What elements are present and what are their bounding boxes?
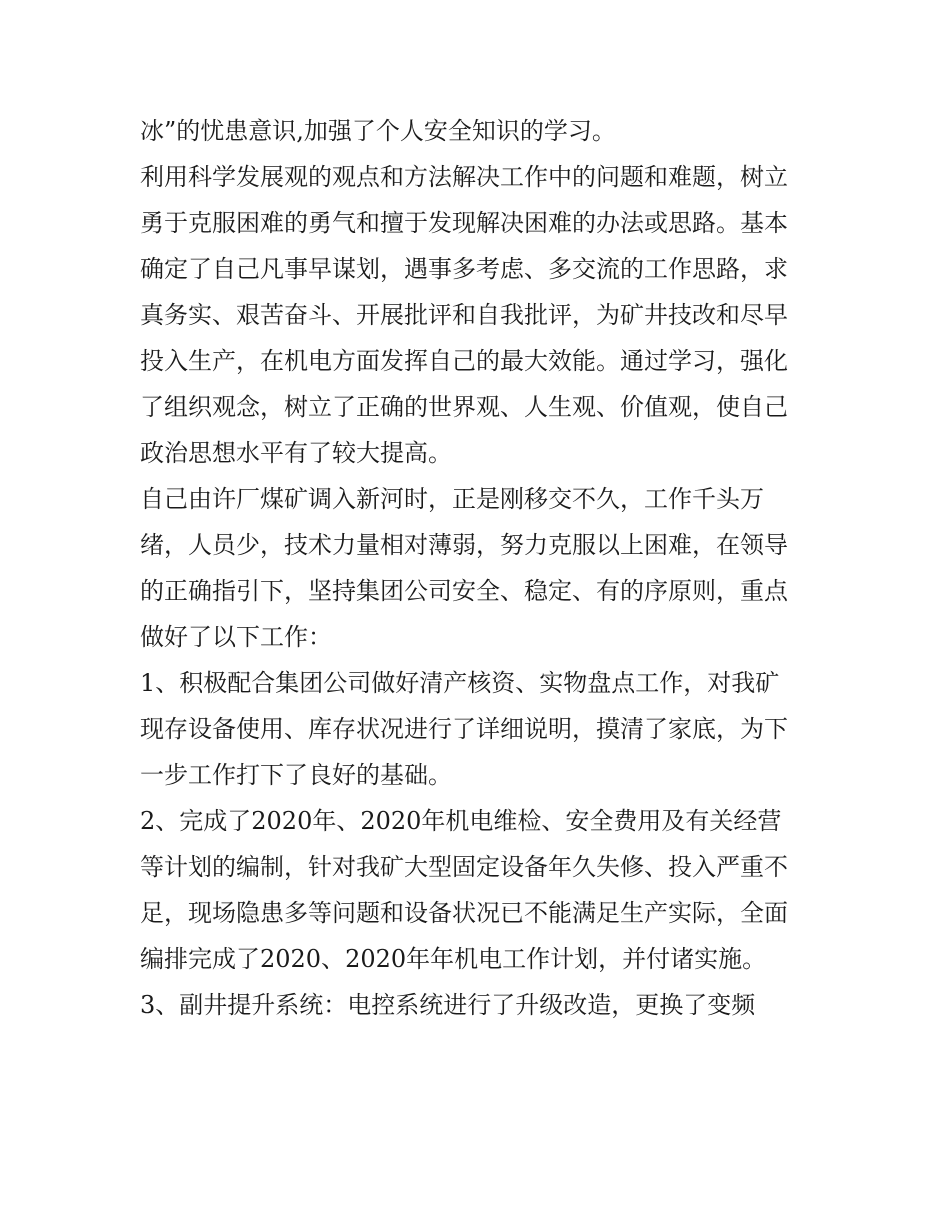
text-line: 勇于克服困难的勇气和擅于发现解决困难的办法或思路。基本 <box>140 209 788 237</box>
text-line: 一步工作打下了良好的基础。 <box>140 761 452 789</box>
text-line: 3、副井提升系统：电控系统进行了升级改造，更换了变频 <box>140 991 756 1019</box>
text-line: 投入生产，在机电方面发挥自己的最大效能。通过学习，强化 <box>140 347 788 375</box>
document-body <box>140 108 820 1028</box>
text-line: 等计划的编制，针对我矿大型固定设备年久失修、投入严重不 <box>140 853 788 881</box>
text-line: 确定了自己凡事早谋划，遇事多考虑、多交流的工作思路，求 <box>140 255 788 283</box>
text-line: 了组织观念，树立了正确的世界观、人生观、价值观，使自己 <box>140 393 788 421</box>
text-line: 真务实、艰苦奋斗、开展批评和自我批评，为矿井技改和尽早 <box>140 301 788 329</box>
text-line: 编排完成了2020、2020年年机电工作计划，并付诸实施。 <box>140 945 767 973</box>
text-line: 冰”的忧患意识,加强了个人安全知识的学习。 <box>140 117 616 145</box>
text-line: 绪，人员少，技术力量相对薄弱，努力克服以上困难，在领导 <box>140 531 788 559</box>
text-line: 自己由许厂煤矿调入新河时，正是刚移交不久，工作千头万 <box>140 485 764 513</box>
text-line: 利用科学发展观的观点和方法解决工作中的问题和难题，树立 <box>140 163 788 191</box>
text-line: 1、积极配合集团公司做好清产核资、实物盘点工作，对我矿 <box>140 669 780 697</box>
text-line: 现存设备使用、库存状况进行了详细说明，摸清了家底，为下 <box>140 715 788 743</box>
text-line: 政治思想水平有了较大提高。 <box>140 439 452 467</box>
text-line: 做好了以下工作： <box>140 623 332 651</box>
text-line: 足，现场隐患多等问题和设备状况已不能满足生产实际，全面 <box>140 899 788 927</box>
text-line: 的正确指引下，坚持集团公司安全、稳定、有的序原则，重点 <box>140 577 788 605</box>
text-line: 2、完成了2020年、2020年机电维检、安全费用及有关经营 <box>140 807 782 835</box>
